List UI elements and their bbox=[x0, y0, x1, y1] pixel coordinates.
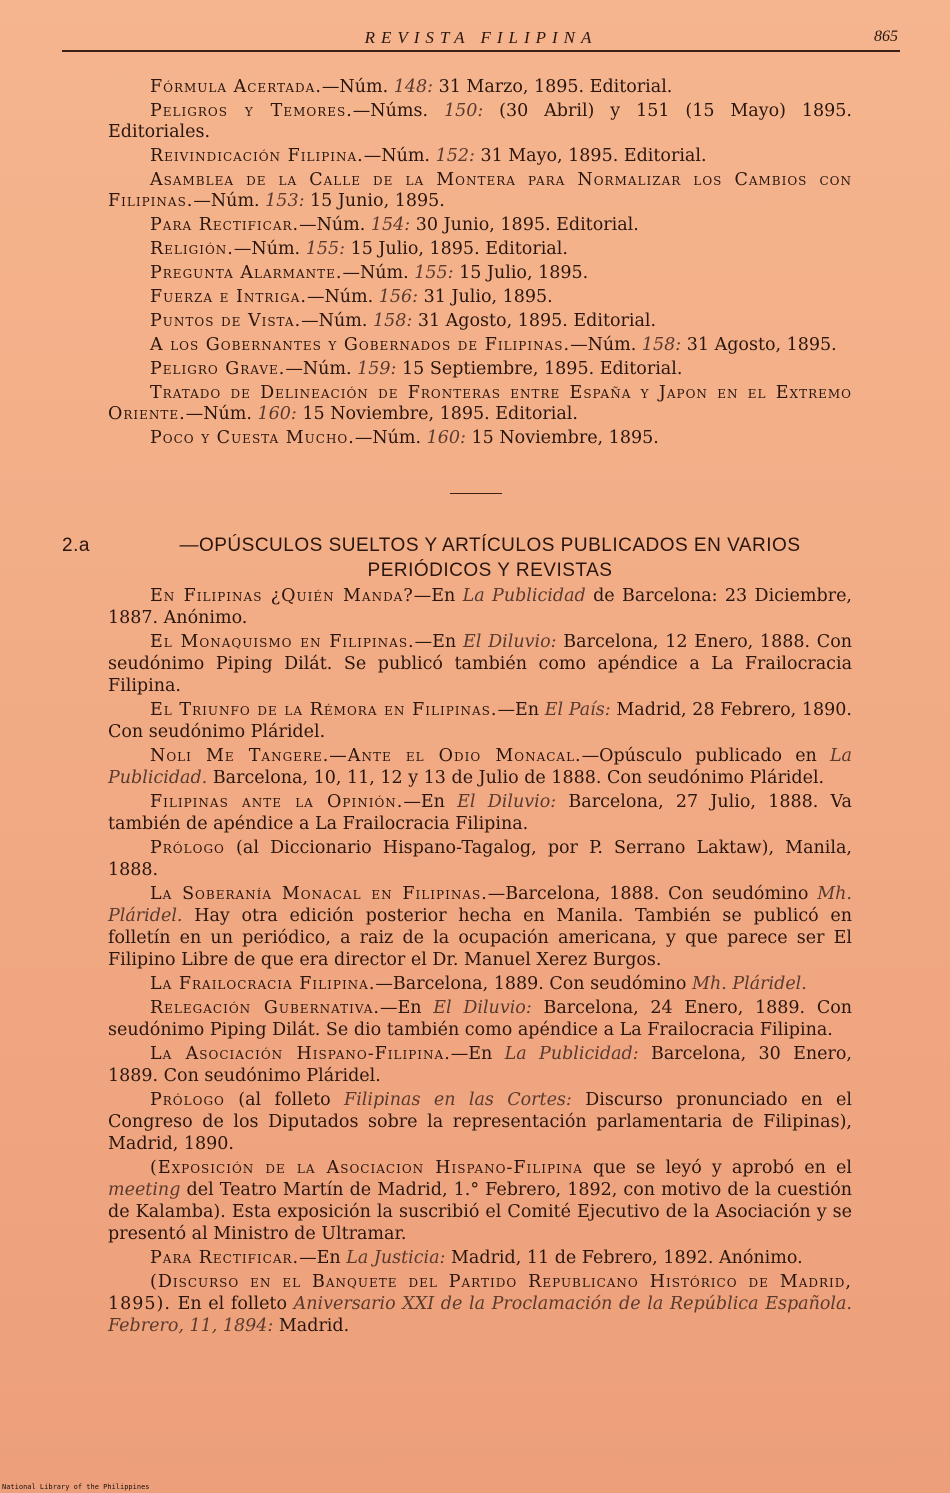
entry-title: El Triunfo de la Rémora en Filipinas. bbox=[150, 700, 498, 720]
list-entry bbox=[108, 1247, 852, 1269]
list-entry bbox=[108, 883, 852, 971]
entry-source: La Justicia: bbox=[346, 1248, 446, 1268]
entry-source: 154: bbox=[370, 215, 411, 235]
entry-date: Barcelona, 12 Enero, 1888. Con seudónimo Piping Dilát. Se publicó también como apéndice a La Frailocracia Filipina. bbox=[108, 632, 852, 696]
entry-source: La Publicidad: bbox=[504, 1044, 639, 1064]
page-header bbox=[62, 26, 900, 54]
entry-source: La Publicidad bbox=[462, 586, 586, 606]
section-title: —OPÚSCULOS SUELTOS Y ARTÍCULOS PUBLICADOS EN VARIOS PERIÓDICOS Y REVISTAS bbox=[179, 535, 801, 581]
entry-source: 158: bbox=[641, 335, 682, 355]
entry-detail: —Núm. bbox=[299, 215, 371, 235]
entry-date: 15 Septiembre, 1895. Editorial. bbox=[396, 359, 683, 379]
entry-detail: —En bbox=[450, 1044, 505, 1064]
list-entry bbox=[108, 631, 852, 697]
list-entry bbox=[108, 101, 852, 143]
entry-detail: —Núm. bbox=[354, 428, 427, 448]
entry-title: Asamblea de la Calle de la Montera para Normalizar los Cambios con Filipinas. bbox=[108, 170, 852, 211]
entry-detail: En el folleto bbox=[170, 1294, 294, 1314]
entry-title: Puntos de Vista. bbox=[150, 311, 302, 331]
entry-title: Prólogo bbox=[150, 838, 225, 858]
entry-title: Fórmula Acertada. bbox=[150, 77, 322, 97]
entry-detail: —En bbox=[403, 792, 458, 812]
entry-source: 160: bbox=[257, 404, 297, 424]
entry-source: 159: bbox=[357, 359, 397, 379]
entry-detail: —En bbox=[299, 1248, 347, 1268]
list-entry bbox=[108, 170, 852, 212]
list-entry bbox=[108, 77, 852, 98]
entry-title: La Soberanía Monacal en Filipinas. bbox=[150, 884, 488, 904]
entry-source: La Publicidad. bbox=[108, 746, 852, 788]
running-title: REVISTA FILIPINA bbox=[364, 28, 598, 47]
entry-title: Filipinas ante la Opinión. bbox=[150, 792, 404, 812]
entry-date: 31 Agosto, 1895. Editorial. bbox=[412, 311, 657, 331]
entry-detail: —Opúsculo publicado en bbox=[581, 746, 830, 766]
entry-detail: —En bbox=[379, 998, 434, 1018]
entry-detail: —Núm. bbox=[306, 287, 379, 307]
entry-detail: —Núm. bbox=[342, 263, 415, 283]
entry-source: 155: bbox=[305, 239, 345, 259]
list-entry bbox=[108, 335, 852, 356]
entry-source: El País: bbox=[544, 700, 611, 720]
entry-detail: —Núm. bbox=[363, 146, 436, 166]
list-entry bbox=[108, 745, 852, 789]
list-entry bbox=[108, 287, 852, 308]
entry-title: Peligro Grave. bbox=[150, 359, 286, 379]
entry-detail: —Núm. bbox=[570, 335, 642, 355]
list-entry bbox=[108, 791, 852, 835]
entry-date: 15 Junio, 1895. bbox=[304, 191, 445, 211]
section-number: 2.a bbox=[62, 535, 90, 556]
list-entry bbox=[108, 699, 852, 743]
list-entry bbox=[108, 383, 852, 425]
entry-detail: que se leyó y aprobó en el bbox=[582, 1158, 852, 1178]
entry-date: de Barcelona: 23 Diciembre, 1887. Anónimo. bbox=[108, 586, 852, 628]
list-entry bbox=[108, 1157, 852, 1245]
entry-detail: (al folleto bbox=[224, 1090, 345, 1110]
entry-date: Discurso pronunciado en el Congreso de los Diputados sobre la representación parlamentaria de Filipinas), Madrid, 1890. bbox=[108, 1090, 852, 1154]
entry-title: La Asociación Hispano-Filipina. bbox=[150, 1044, 451, 1064]
entry-title: Relegación Gubernativa. bbox=[150, 998, 380, 1018]
entry-title: Para Rectificar. bbox=[150, 215, 300, 235]
entry-date: Madrid. bbox=[273, 1316, 350, 1336]
header-rule bbox=[62, 50, 900, 52]
entry-title: Pregunta Alarmante. bbox=[150, 263, 343, 283]
entry-detail: (al Diccionario Hispano-Tagalog, por P. Serrano Laktaw), Manila, 1888. bbox=[108, 838, 852, 880]
list-entry bbox=[108, 997, 852, 1041]
section-heading bbox=[62, 533, 900, 583]
entry-detail: —Barcelona, 1889. Con seudómino bbox=[375, 974, 693, 994]
list-entry bbox=[108, 973, 852, 995]
entry-detail: —Núm. bbox=[193, 191, 266, 211]
entry-date: 31 Julio, 1895. bbox=[418, 287, 553, 307]
entry-detail: —Núm. bbox=[285, 359, 358, 379]
entry-detail: —En bbox=[414, 632, 463, 652]
entry-detail: —En bbox=[413, 586, 463, 606]
entry-source: 153: bbox=[265, 191, 305, 211]
entry-detail: —Núms. bbox=[352, 101, 444, 121]
entry-date: Madrid, 11 de Febrero, 1892. Anónimo. bbox=[445, 1248, 803, 1268]
entry-title: Religión. bbox=[150, 239, 234, 259]
entry-title: La Frailocracia Filipina. bbox=[150, 974, 376, 994]
entry-title: Fuerza e Intriga. bbox=[150, 287, 307, 307]
entry-detail: —Núm. bbox=[301, 311, 373, 331]
entry-date: 15 Noviembre, 1895. Editorial. bbox=[296, 404, 578, 424]
entry-date: Barcelona, 24 Enero, 1889. Con seudónimo Piping Dilát. Se dio también como apéndice a La Frailocracia Filipina. bbox=[108, 998, 853, 1040]
entry-source: El Diluvio: bbox=[433, 998, 532, 1018]
entry-title: Poco y Cuesta Mucho. bbox=[150, 428, 355, 448]
entry-date: 31 Agosto, 1895. bbox=[681, 335, 837, 355]
entry-detail: —Barcelona, 1888. Con seudómino bbox=[487, 884, 818, 904]
entry-source: Mh. Pláridel. bbox=[108, 884, 852, 926]
entry-title: Tratado de Delineación de Fronteras entre España y Japon en el Extremo Oriente. bbox=[108, 383, 852, 424]
entry-title: A los Gobernantes y Gobernados de Filipinas. bbox=[150, 335, 571, 355]
entry-date: 30 Junio, 1895. Editorial. bbox=[410, 215, 639, 235]
entry-title: Reivindicación Filipina. bbox=[150, 146, 364, 166]
entry-date: 31 Marzo, 1895. Editorial. bbox=[433, 77, 673, 97]
list-entry bbox=[108, 428, 852, 449]
entry-source: Aniversario XXI de la Proclamación de la República Española. Febrero, 11, 1894: bbox=[108, 1294, 852, 1336]
list-entry bbox=[108, 359, 852, 380]
list-entry bbox=[108, 1089, 852, 1155]
entry-detail: —En bbox=[497, 700, 545, 720]
list-entry bbox=[108, 837, 852, 881]
section-divider bbox=[450, 493, 502, 494]
entry-source: Filipinas en las Cortes: bbox=[344, 1090, 572, 1110]
entry-title: En Filipinas ¿Quién Manda? bbox=[150, 586, 414, 606]
entry-source: 150: bbox=[443, 101, 484, 121]
list-entry bbox=[108, 311, 852, 332]
list-entry bbox=[108, 263, 852, 284]
page-number: 865 bbox=[874, 28, 898, 45]
entry-title: Prólogo bbox=[150, 1090, 225, 1110]
entry-source: 160: bbox=[426, 428, 466, 448]
entry-source: Mh. Pláridel. bbox=[692, 974, 807, 994]
entry-detail: —Núm. bbox=[185, 404, 258, 424]
entry-title: Noli Me Tangere.—Ante el Odio Monacal. bbox=[150, 746, 582, 766]
entry-title: El Monaquismo en Filipinas. bbox=[150, 632, 415, 652]
list-entry bbox=[108, 239, 852, 260]
entry-source: 156: bbox=[378, 287, 419, 307]
entry-date: del Teatro Martín de Madrid, 1.° Febrero, 1892, con motivo de la cuestión de Kalamba). Esta exposición la suscribió el Comité Ejecutivo de la Asociación y se presentó al Ministro de Ultramar. bbox=[108, 1180, 852, 1244]
entry-source: 155: bbox=[414, 263, 454, 283]
entry-date: 15 Julio, 1895. Editorial. bbox=[345, 239, 568, 259]
library-credit: National Library of the Philippines bbox=[2, 1483, 150, 1491]
entry-title: Para Rectificar. bbox=[150, 1248, 300, 1268]
entry-source: 158: bbox=[372, 311, 413, 331]
entry-date: Barcelona, 10, 11, 12 y 13 de Julio de 1888. Con seudónimo Pláridel. bbox=[207, 768, 825, 788]
entry-date: Madrid, 28 Febrero, 1890. Con seudónimo Pláridel. bbox=[108, 700, 852, 742]
entry-title: Peligros y Temores. bbox=[150, 101, 353, 121]
entry-date: Hay otra edición posterior hecha en Manila. También se publicó en folletín en un periódico, a raiz de la ocupación americana, y que parece ser El Filipino Libre de que era director el Dr. Manuel Xerez Burgos. bbox=[108, 906, 852, 970]
entry-date: 15 Noviembre, 1895. bbox=[465, 428, 659, 448]
list-entry bbox=[108, 146, 852, 167]
entry-date: 31 Mayo, 1895. Editorial. bbox=[474, 146, 707, 166]
entry-detail: —Núm. bbox=[233, 239, 306, 259]
list-entry bbox=[108, 1043, 852, 1087]
publication-list-1 bbox=[108, 77, 852, 452]
entry-date: Barcelona, 30 Enero, 1889. Con seudónimo Pláridel. bbox=[108, 1044, 852, 1086]
list-entry bbox=[108, 215, 852, 236]
entry-title: (Discurso en el Banquete del Partido Republicano Histórico de Madrid, 1895). bbox=[108, 1272, 852, 1314]
entry-date: 15 Julio, 1895. bbox=[453, 263, 589, 283]
publication-list-2 bbox=[108, 585, 852, 1339]
list-entry bbox=[108, 1271, 852, 1337]
entry-source: El Diluvio: bbox=[462, 632, 557, 652]
entry-source: meeting bbox=[108, 1180, 181, 1200]
list-entry bbox=[108, 585, 852, 629]
entry-date: (30 Abril) y 151 (15 Mayo) 1895. Editoriales. bbox=[108, 101, 852, 142]
entry-detail: —Núm. bbox=[321, 77, 394, 97]
entry-source: 148: bbox=[393, 77, 434, 97]
entry-source: El Diluvio: bbox=[457, 792, 557, 812]
entry-date: Barcelona, 27 Julio, 1888. Va también de apéndice a La Frailocracia Filipina. bbox=[108, 792, 852, 834]
entry-source: 152: bbox=[435, 146, 475, 166]
entry-title: (Exposición de la Asociacion Hispano-Filipina bbox=[150, 1158, 583, 1178]
